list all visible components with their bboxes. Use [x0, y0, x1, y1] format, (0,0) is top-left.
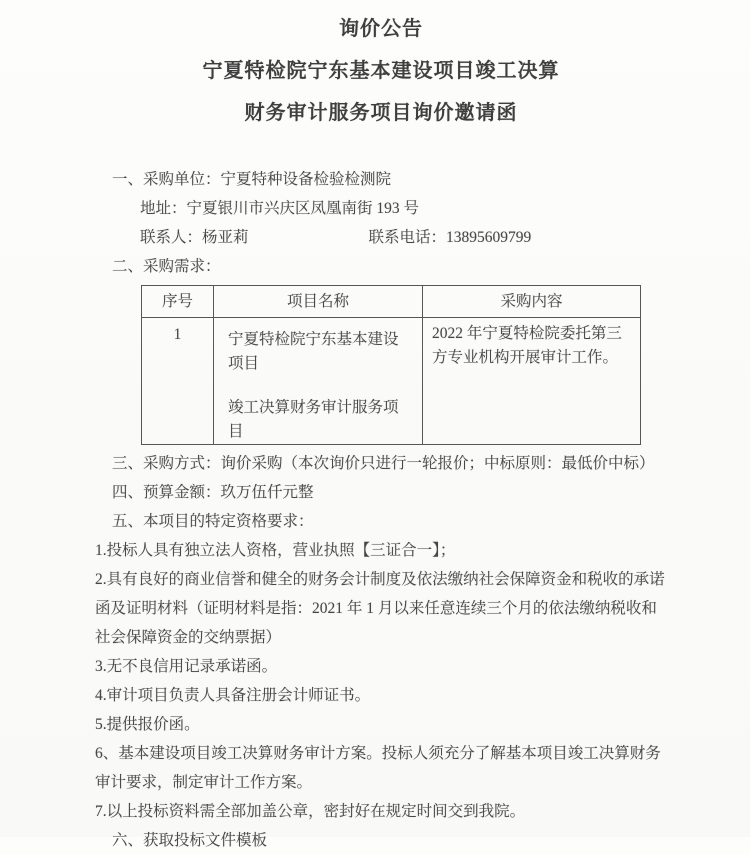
- qualification-item-3: 3.无不良信用记录承诺函。: [95, 658, 278, 675]
- qualification-item-4: 4.审计项目负责人具备注册会计师证书。: [95, 687, 371, 704]
- table-header-row: [142, 286, 641, 318]
- contact-person: 联系人：杨亚莉: [140, 229, 249, 246]
- document-subtitle-line2: 财务审计服务项目询价邀请函: [244, 102, 518, 124]
- section-method-heading: 三、采购方式：询价采购（本次询价只进行一轮报价；中标原则：最低价中标）: [112, 455, 655, 472]
- procurement-table-head: [142, 286, 641, 318]
- qualification-item-1: 1.投标人具有独立法人资格，营业执照【三证合一】；: [95, 542, 456, 559]
- project-name-line1: 宁夏特检院宁东基本建设项目: [228, 331, 399, 372]
- document-title: 询价公告: [339, 18, 423, 40]
- section-purchaser-heading: 一、采购单位：宁夏特种设备检验检测院: [112, 171, 392, 188]
- table-header-no: 序号: [142, 286, 214, 318]
- purchaser-contact-row: [95, 223, 667, 252]
- table-cell-content: 2022 年宁夏特检院委托第三方专业机构开展审计工作。: [423, 318, 641, 445]
- qualification-item-7: 7.以上投标资料需全部加盖公章，密封好在规定时间交到我院。: [95, 803, 526, 820]
- table-cell-no: 1: [142, 318, 214, 445]
- table-row: [142, 318, 641, 445]
- table-cell-project-name: [214, 318, 423, 445]
- document-subtitle-line1: 宁夏特检院宁东基本建设项目竣工决算: [202, 60, 560, 82]
- procurement-table: [141, 285, 641, 445]
- section-template-heading: 六、获取投标文件模板: [112, 832, 268, 849]
- purchaser-address: 地址：宁夏银川市兴庆区凤凰南街 193 号: [140, 200, 420, 217]
- document-body: [95, 165, 667, 855]
- contact-phone: 联系电话：13895609799: [368, 229, 532, 246]
- table-header-content: 采购内容: [423, 286, 641, 318]
- table-header-project-name: 项目名称: [214, 286, 423, 318]
- qualification-item-6: 6、基本建设项目竣工决算财务审计方案。投标人须充分了解基本项目竣工决算财务审计要求，制定审计工作方案。: [95, 745, 661, 791]
- section-qualifications-heading: 五、本项目的特定资格要求：: [112, 513, 314, 530]
- section-demand-heading: 二、采购需求：: [112, 258, 221, 275]
- section-budget-heading: 四、预算金额：玖万伍仟元整: [112, 484, 314, 501]
- procurement-table-body: [142, 318, 641, 445]
- project-name-line2: 竣工决算财务审计服务项目: [228, 399, 399, 440]
- qualification-item-2: 2.具有良好的商业信誉和健全的财务会计制度及依法缴纳社会保障资金和税收的承诺函及证明材料（证明材料是指：2021 年 1 月以来任意连续三个月的依法缴纳税收和社会保障资金的交纳票据）: [95, 571, 665, 646]
- qualification-item-5: 5.提供报价函。: [95, 716, 200, 733]
